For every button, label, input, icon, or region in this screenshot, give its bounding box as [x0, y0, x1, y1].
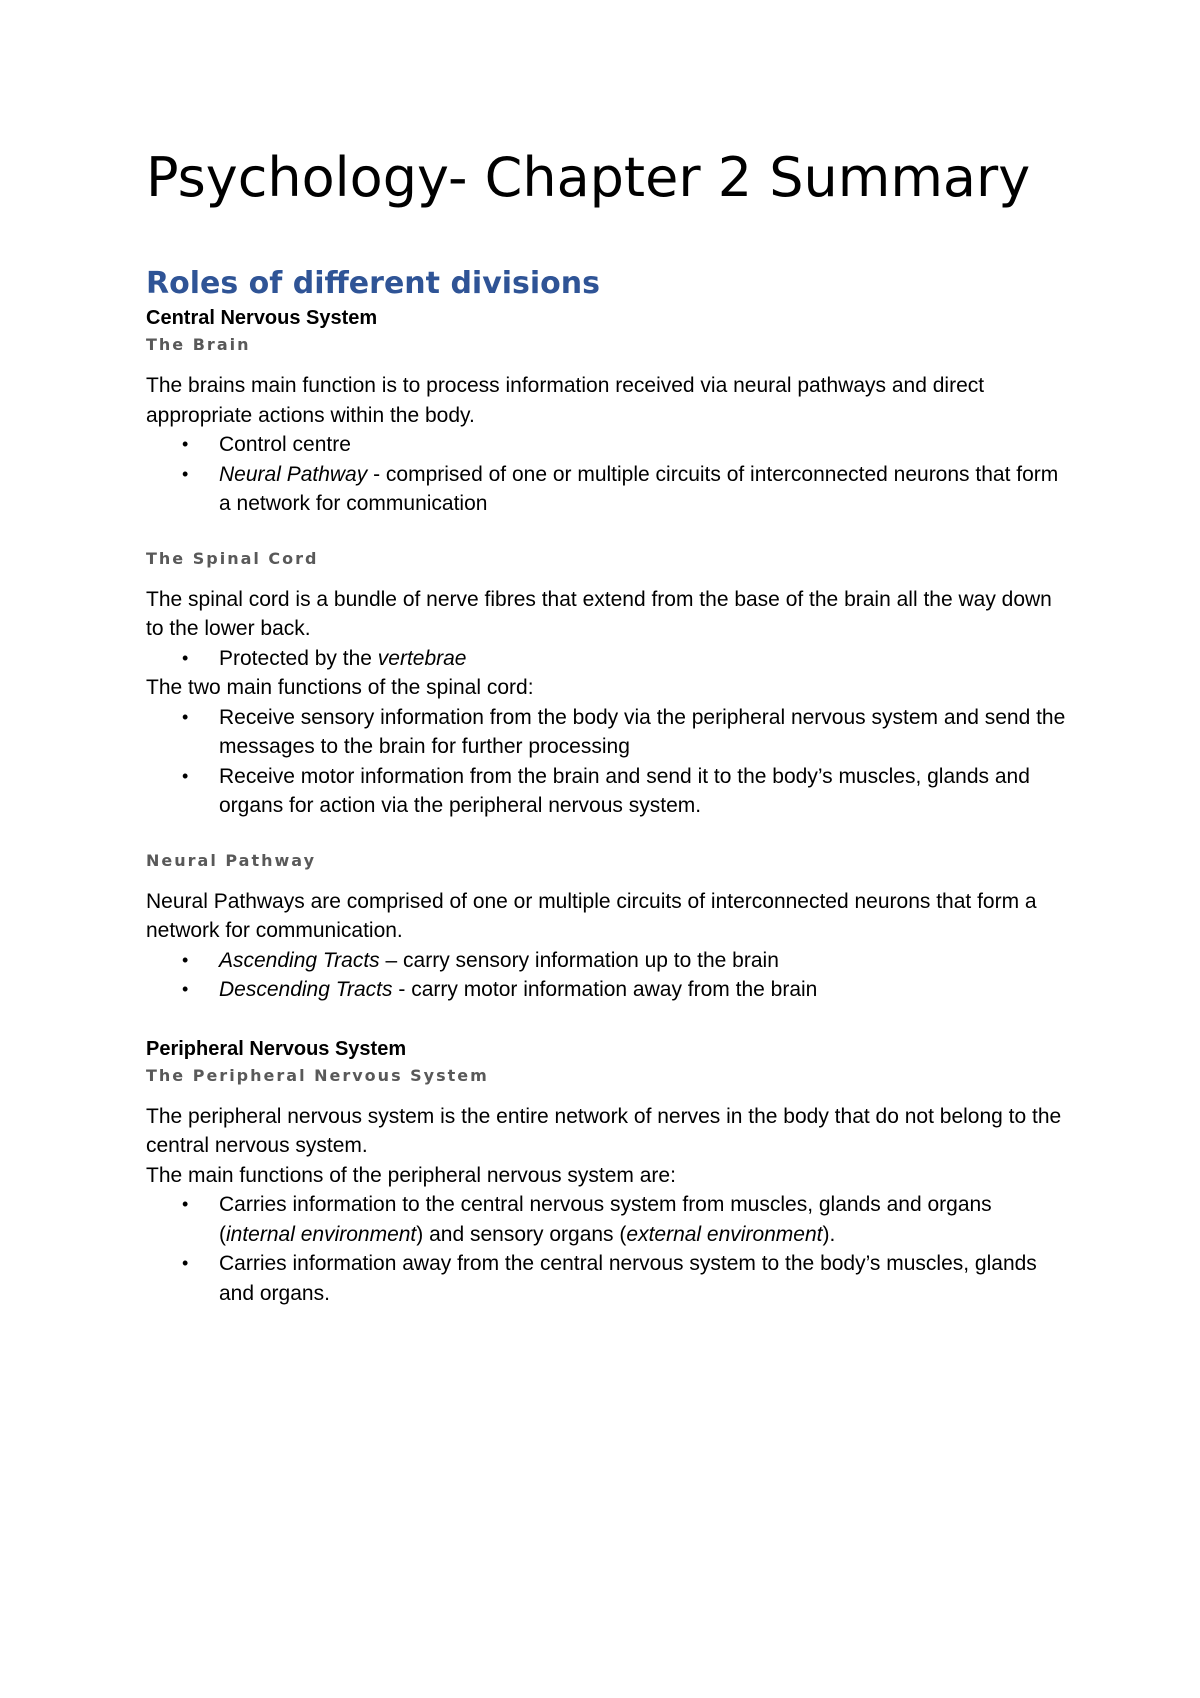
term: internal environment [226, 1222, 417, 1246]
spinal-cord-heading: The Spinal Cord [146, 548, 319, 568]
list-item [146, 460, 1066, 519]
pns-functions-intro: The main functions of the peripheral nervous system are: [146, 1163, 676, 1187]
list-item [146, 1249, 1066, 1308]
spinal-cord-functions-list [146, 703, 1066, 821]
list-item [146, 644, 1066, 674]
term: external environment [626, 1222, 823, 1246]
bullet-icon: • [182, 706, 189, 727]
pns-paragraph: The peripheral nervous system is the entire network of nerves in the body that do not belong to the central nervous system. [146, 1104, 1062, 1157]
list-item-text: Receive motor information from the brain and send it to the body’s muscles, glands and organs for action via the peripheral nervous system. [219, 764, 1030, 817]
document-title: Psychology- Chapter 2 Summary [146, 146, 1031, 209]
list-item-text: Control centre [219, 433, 351, 456]
list-item [146, 946, 1066, 976]
document-body [146, 264, 1066, 1308]
list-item-text: - comprised of one or multiple circuits of interconnected neurons that form a network for communication [219, 462, 1059, 515]
brain-list [146, 430, 1066, 519]
spinal-cord-paragraph: The spinal cord is a bundle of nerve fibres that extend from the base of the brain all the way down to the lower back. [146, 587, 1052, 640]
list-item [146, 1190, 1066, 1249]
list-item-text: ) and sensory organs ( [416, 1222, 627, 1246]
bullet-icon: • [182, 463, 189, 484]
term: vertebrae [377, 646, 467, 670]
cns-heading: Central Nervous System [146, 307, 378, 329]
bullet-icon: • [182, 979, 189, 999]
term: Ascending Tracts [219, 948, 380, 972]
list-item-text: Carries information to the central nervous system from muscles, glands and organs ( [219, 1193, 992, 1246]
list-item-text: - carry motor information away from the brain [392, 978, 818, 1001]
spinal-cord-list [146, 644, 1066, 674]
list-item [146, 430, 1066, 460]
pns-functions-list [146, 1190, 1066, 1308]
bullet-icon: • [182, 434, 189, 454]
pns-heading: Peripheral Nervous System [146, 1037, 407, 1060]
list-item [146, 975, 1066, 1005]
bullet-icon: • [182, 1194, 189, 1214]
section-heading: Roles of different divisions [146, 266, 600, 301]
bullet-icon: • [182, 765, 189, 786]
neural-pathway-paragraph: Neural Pathways are comprised of one or multiple circuits of interconnected neurons that form a network for communication. [146, 889, 1037, 942]
bullet-icon: • [182, 647, 189, 668]
spacer [146, 1005, 1066, 1035]
list-item-text: – carry sensory information up to the brain [379, 948, 779, 972]
list-item-text: Protected by the [219, 646, 378, 670]
term: Neural Pathway [219, 462, 368, 486]
brain-heading: The Brain [146, 335, 251, 354]
list-item [146, 703, 1066, 762]
list-item [146, 762, 1066, 821]
brain-paragraph: The brains main function is to process information received via neural pathways and direct appropriate actions within the body. [146, 374, 985, 427]
pns-subheading: The Peripheral Nervous System [146, 1065, 489, 1085]
term: Descending Tracts [219, 978, 393, 1001]
spinal-cord-functions-intro: The two main functions of the spinal cord: [146, 676, 534, 699]
neural-pathway-heading: Neural Pathway [146, 850, 317, 870]
bullet-icon: • [182, 949, 189, 970]
bullet-icon: • [182, 1253, 189, 1273]
list-item-text: Carries information away from the central nervous system to the body’s muscles, glands and organs. [219, 1252, 1037, 1305]
list-item-text: ). [822, 1222, 836, 1246]
neural-pathway-list [146, 946, 1066, 1005]
list-item-text: Receive sensory information from the body via the peripheral nervous system and send the messages to the brain for further processing [219, 705, 1066, 758]
